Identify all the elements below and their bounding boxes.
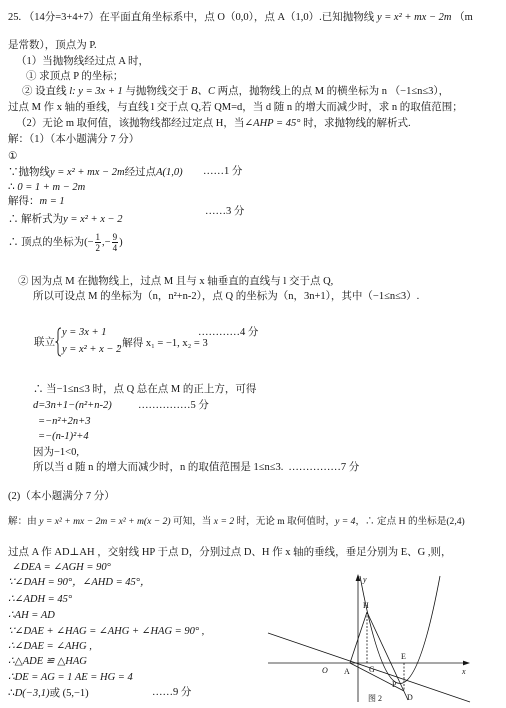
point-g-label: G	[369, 665, 375, 674]
line-l-equation: l: y = 3x + 1	[69, 86, 123, 97]
system-solution: , 解得 x₁ = −1, x₂ = 3	[117, 338, 208, 349]
denominator: 2	[95, 243, 101, 253]
formula: 0 = 1 + m − 2m	[17, 182, 86, 193]
step-text: ∴ 顶点的坐标为	[8, 236, 85, 248]
solution-step	[8, 181, 85, 195]
point-names: B、C	[191, 86, 215, 97]
x-axis-arrow	[463, 661, 470, 666]
step-text: 解得：	[8, 196, 40, 207]
formula: y = x² + mx − 2m = x² + m(x − 2)	[39, 516, 171, 527]
numerator: 1	[95, 232, 101, 242]
formula: D(−3,1)	[14, 688, 50, 699]
score-mark: ……………7 分	[288, 462, 360, 473]
proof-step: ∴DE = AG = 1 AE = HG = 4	[8, 672, 133, 683]
formula: y = 4	[335, 516, 356, 527]
problem-question-2-line-1	[22, 85, 449, 99]
paren-close: )	[119, 236, 123, 248]
point-p-label: P	[392, 680, 397, 689]
step-text: 经过点	[124, 167, 157, 178]
solution-part1-2-line-2: 所以可设点 M 的坐标为（n，n²+n-2），点 Q 的坐标为（n，3n+1），其中（−1≤n≤3）.	[33, 291, 420, 302]
step-text: ，∴ 定点 H 的坐标是(2,4)	[355, 516, 465, 527]
problem-part1-intro: （1）当抛物线经过点 A 时，	[16, 56, 150, 67]
solution-part1-heading: 解：（1）（本小题满分 7 分）	[8, 134, 140, 145]
angle-condition: ∠AHP = 45°	[244, 118, 301, 129]
figure-2	[262, 566, 472, 704]
problem-question-1: ① 求顶点 P 的坐标；	[26, 71, 124, 82]
proof-step: ∵∠DAH = 90°，∠AHD = 45°，	[8, 577, 151, 588]
formula: m = 1	[39, 196, 65, 207]
formula: y = x² + x − 2	[63, 214, 123, 225]
proof-step: ∴∠ADH = 45°	[8, 594, 73, 605]
numerator: 9	[112, 232, 118, 242]
denominator: 4	[112, 243, 118, 253]
point-h-label: H	[363, 601, 369, 610]
solution-conclusion	[33, 461, 359, 475]
distance-expression: d=3n+1−(n²+n-2)	[33, 400, 112, 411]
score-mark: …………4 分	[198, 327, 259, 338]
point-e-label: E	[401, 652, 406, 661]
step-text: 解：由	[8, 516, 40, 527]
distance-expression: =−(n-1)²+4	[38, 431, 89, 442]
step-text: 或 (5,−1)	[49, 688, 89, 699]
step-text: ∴	[8, 182, 18, 193]
y-axis-label: y	[363, 575, 367, 584]
score-mark: ……………5 分	[138, 400, 209, 411]
problem-text: 两点，抛物线上的点 M 的横坐标为 n （−1≤n≤3），	[214, 86, 450, 97]
problem-stem-line-2: 是常数），顶点为 P.	[8, 40, 97, 51]
paren-open: (−	[84, 236, 94, 248]
problem-text: 25. （14分=3+4+7）在平面直角坐标系中，点 O（0,0），点 A（1,0）.已知抛物线	[8, 12, 377, 23]
problem-question-2-line-2: 过点 M 作 x 轴的垂线，与直线 l 交于点 Q,若 QM=d，当 d 随 n 的增大而减少时，求 n 的取值范围；	[8, 102, 463, 113]
step-text: 时，无论 m 取何值时，	[234, 516, 336, 527]
proof-step: ∴AH = AD	[8, 610, 55, 621]
segment-ah	[350, 612, 367, 663]
problem-text: （m	[451, 12, 473, 23]
score-mark: ……3 分	[205, 206, 245, 217]
formula: A(1,0)	[156, 167, 183, 178]
proof-step: ∵∠DAE + ∠HAG = ∠AHG + ∠HAG = 90° ,	[8, 626, 205, 637]
problem-text: ② 设直线	[22, 86, 70, 97]
distance-expression: =−n²+2n+3	[38, 416, 91, 427]
separator: ,−	[102, 236, 111, 248]
origin-label: O	[322, 666, 328, 675]
point-a-label: A	[344, 667, 350, 676]
step-text: 所以当 d 随 n 的增大而减少时，n 的取值范围是 1≤n≤3.	[33, 462, 284, 473]
score-mark: ……9 分	[152, 687, 192, 698]
problem-text: 与抛物线交于	[122, 86, 192, 97]
step-text: ∴ 解析式为	[8, 214, 64, 225]
point-d-result	[8, 687, 89, 701]
fraction-x	[95, 232, 102, 253]
solution-step	[8, 213, 123, 227]
vertex-coordinates-step	[8, 232, 123, 253]
figure-caption: 图 2	[368, 694, 382, 703]
problem-stem-line-1	[8, 11, 473, 25]
system-equation-1: y = 3x + 1	[62, 327, 107, 338]
point-d-label: D	[407, 693, 413, 702]
fraction-y	[112, 232, 119, 253]
solution-marker-1: ①	[8, 151, 18, 162]
solution-part2-heading: (2)（本小题满分 7 分）	[8, 491, 115, 502]
solution-step	[8, 195, 65, 209]
y-axis-arrow	[356, 574, 361, 581]
fixed-point-step	[8, 515, 465, 529]
system-equation-2: y = x² + x − 2	[62, 344, 122, 355]
step-text: ∴	[8, 688, 15, 699]
problem-text: （2）无论 m 取何值，该抛物线都经过定点 H，当	[16, 118, 245, 129]
score-mark: ……1 分	[203, 166, 243, 177]
proof-step: ∠DEA = ∠AGH = 90°	[12, 562, 111, 573]
solution-step	[8, 166, 183, 180]
proof-step: ∴∠DAE = ∠AHG ,	[8, 641, 92, 652]
construction-step: 过点 A 作 AD⊥AH ，交射线 HP 于点 D，分别过点 D、H 作 x 轴的垂线，垂足分别为 E、G ,则，	[8, 547, 452, 558]
parabola-equation: y = x² + mx − 2m	[376, 12, 452, 23]
solution-step: ∴ 当−1≤n≤3 时，点 Q 总在点 M 的正上方，可得	[33, 384, 257, 395]
system-brace	[55, 327, 62, 357]
solution-part1-2-line-1: ② 因为点 M 在抛物线上，过点 M 且与 x 轴垂直的直线与 l 交于点 Q,	[18, 276, 334, 287]
problem-part2	[16, 117, 411, 131]
proof-step: ∴△ADE ≌ △HAG	[8, 656, 87, 667]
x-axis-label: x	[462, 667, 466, 676]
formula: y = x² + mx − 2m	[50, 167, 125, 178]
step-text: ∵抛物线	[8, 167, 50, 178]
solution-step: 因为−1<0,	[33, 447, 79, 458]
problem-text: 时，求抛物线的解析式.	[300, 118, 411, 129]
system-label: 联立	[34, 337, 55, 348]
step-text: 可知，当	[170, 516, 214, 527]
formula: x = 2	[213, 516, 235, 527]
